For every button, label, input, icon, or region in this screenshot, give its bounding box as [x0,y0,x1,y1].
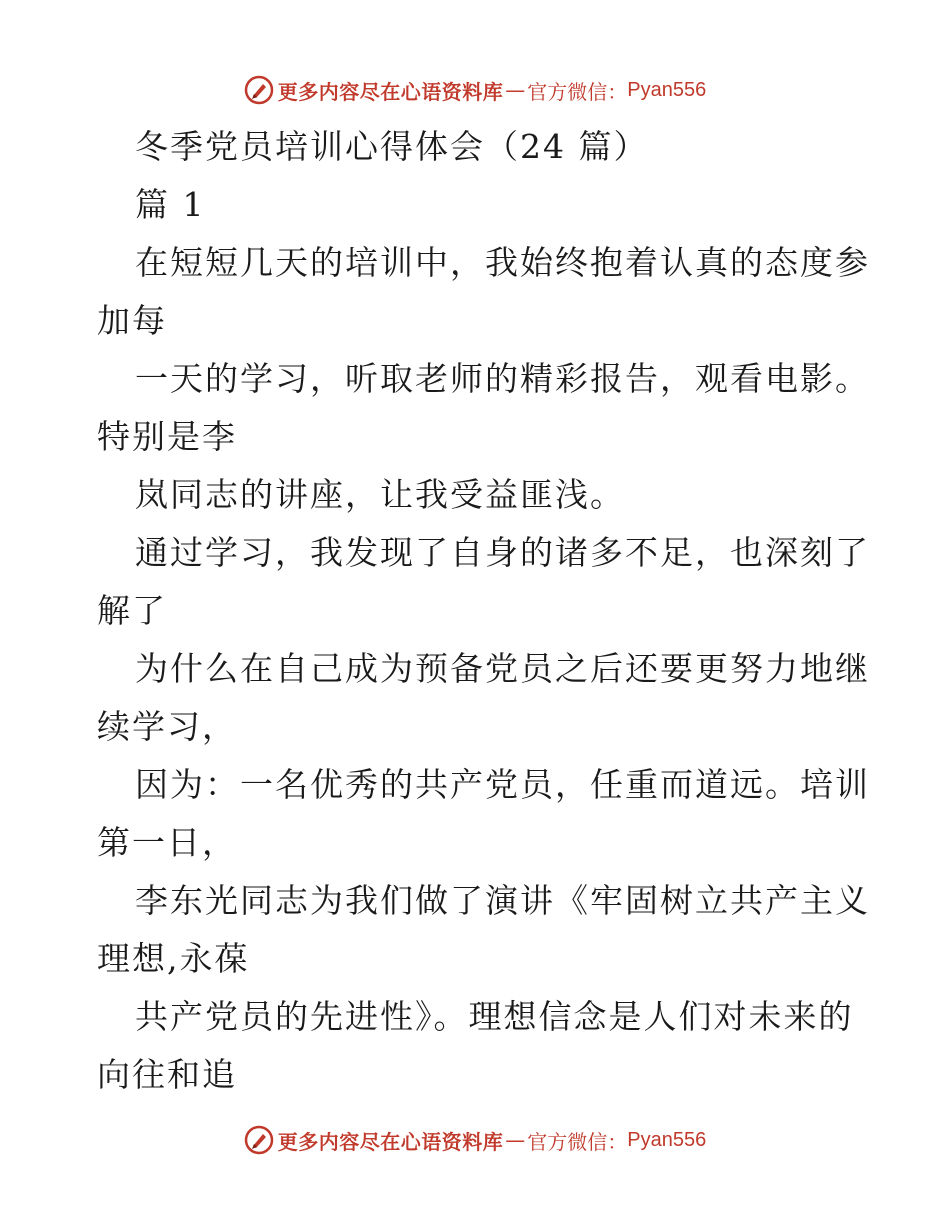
pen-nib-logo-icon [244,75,274,105]
body-line: 第一日， [97,823,237,862]
body-line: 李东光同志为我们做了演讲《牢固树立共产主义 [135,881,870,920]
banner-text: 更多内容尽在心语资料库 [277,1129,504,1154]
banner-wechat-label: 官方微信： [527,1129,628,1154]
footer-banner [0,1120,950,1160]
pen-nib-logo-icon [244,1125,274,1155]
banner-text: 更多内容尽在心语资料库 [277,79,504,104]
body-line: 特别是李 [97,417,237,456]
header-banner [0,70,950,110]
body-line: 向往和追 [97,1055,237,1094]
body-line: 为什么在自己成为预备党员之后还要更努力地继 [135,649,870,688]
banner-wechat-id: Pyan556 [627,1128,707,1151]
body-line: 续学习， [97,707,237,746]
document-title: 冬季党员培训心得体会（24 篇） [135,127,649,166]
body-line: 因为：一名优秀的共产党员，任重而道远。培训 [135,765,870,804]
banner-wechat-label: 官方微信： [527,79,628,104]
body-line: 在短短几天的培训中，我始终抱着认真的态度参 [135,243,870,282]
document-body [97,118,870,1104]
body-line: 一天的学习，听取老师的精彩报告，观看电影。 [135,359,870,398]
banner-separator: — [505,1128,526,1152]
banner-wechat-id: Pyan556 [627,78,707,101]
body-line: 理想,永葆 [97,939,250,978]
body-line: 岚同志的讲座，让我受益匪浅。 [135,475,625,514]
section-heading: 篇 1 [135,185,206,224]
banner-separator: — [505,78,526,102]
body-line: 共产党员的先进性》。理想信念是人们对未来的 [135,997,854,1036]
body-line: 加每 [97,301,167,340]
body-line: 通过学习，我发现了自身的诸多不足，也深刻了 [135,533,870,572]
body-line: 解了 [97,591,167,630]
